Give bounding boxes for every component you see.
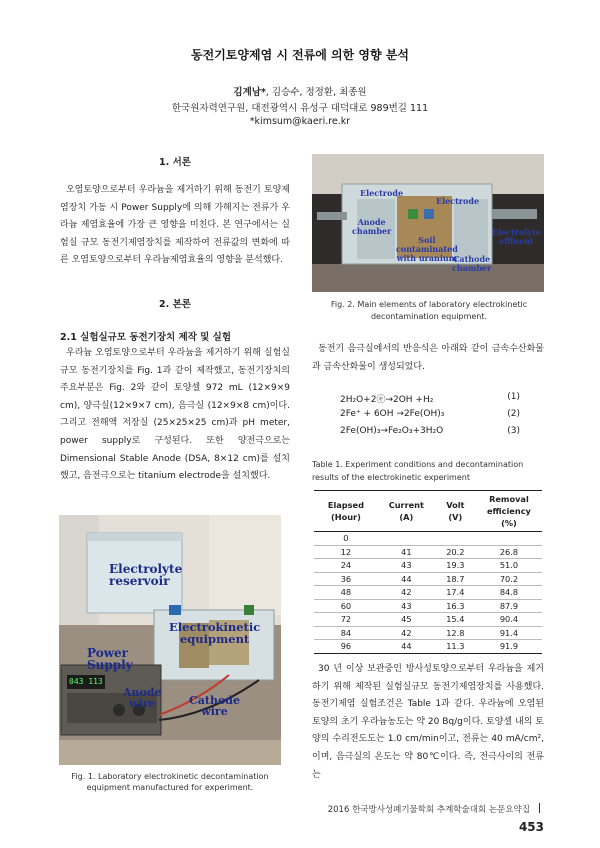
table1-header-volt: Volt (V)	[435, 491, 476, 532]
table-row: 60 43 16.3 87.9	[314, 599, 542, 613]
fig2-label-electrolyte-effluent: Electrolyte effluent	[492, 227, 541, 246]
lead-author: 김계남*	[233, 87, 266, 98]
table1-header-row	[314, 491, 542, 532]
fig2-photo	[312, 154, 544, 292]
footer-text: 2016 한국방사성폐기물학회 추계학술대회 논문요약집	[327, 805, 530, 815]
subsection-heading: 2.1 실험실규모 동전기장치 제작 및 실험	[60, 332, 232, 343]
body-heading: 2. 본론	[159, 299, 191, 310]
fig2-label-anode-chamber: Anode chamber	[352, 217, 392, 236]
fig2-label-electrode-left: Electrode	[360, 188, 404, 198]
fig1-label-cathode-wire: Cathode wire	[189, 694, 240, 718]
table-row: 0	[314, 532, 542, 546]
equation-2-number: (2)	[507, 409, 520, 419]
fig1-caption-line2: equipment manufactured for experiment.	[86, 783, 254, 792]
fig2-caption-line1: Fig. 2. Main elements of laboratory electrokinetic	[330, 300, 528, 309]
page-footer	[312, 797, 544, 834]
fig2-label-cathode-chamber: Cathode chamber	[452, 254, 492, 273]
fig2-label-electrode-right: Electrode	[436, 196, 480, 206]
equation-3-formula: 2Fe(OH)₃→Fe₂O₃+3H₂O	[340, 426, 444, 436]
coauthors: , 김승수, 정정환, 최종원	[265, 87, 367, 98]
table1-caption-line2: results of the electrokinetic experiment	[312, 473, 470, 482]
fig1-photo	[59, 515, 281, 765]
reaction-intro-text: 동전기 음극실에서의 반응식은 아래와 같이 금속수산화물과 금속산화물이 생성되었다.	[312, 344, 544, 372]
fig1-label-anode-wire: Anode wire	[123, 686, 162, 710]
fig2-caption-line2: decontamination equipment.	[370, 312, 488, 321]
equation-3-number: (3)	[507, 426, 520, 436]
fig2-label-soil: Soil contaminated with uranium	[396, 235, 458, 263]
paper-title: 동전기토양제염 시 전류에 의한 영향 분석	[191, 48, 409, 62]
table1-header-current: Current (A)	[378, 491, 435, 532]
fig1-label-equipment: Electrokinetic equipment	[169, 620, 261, 646]
fig1-label-reservoir: Electrolyte reservoir	[109, 562, 183, 588]
fig2-scene	[312, 154, 544, 292]
body-text: 우라늄 오염토양으로부터 우라늄을 제거하기 위해 실험실규모 동전기장치를 Fig. 1과 같이 제작했고, 동전기장치의 주요부분은 Fig. 2와 같이 토양셀 972 mL (12×9×9 cm), 양극실(12×9×7 cm), 음극실 (12×9×8 cm)이다. 그리고 전해액 저장실 (25×25×25 cm)과 pH meter, power supply로 구성된다. 또한 양전극으로는 Dimensional Stable Anode (DSA, 8×12 cm)를 설치했고, 음전극으로는 titanium electrode을 설치했다.	[60, 348, 290, 482]
intro-heading: 1. 서론	[159, 157, 191, 168]
author-line	[0, 84, 600, 98]
intro-text: 오염토양으로부터 우라늄을 제거하기 위해 동전기 토양제염장치 가동 시 Power Supply에 의해 가해지는 전류가 우라늄 제염효율에 가장 큰 영향을 미친다. 본 연구에서는 실험실 규모 동전기제염장치를 제작하여 전류값의 변화에 따른 오염토양으로부터 우라늄제염효율의 영향을 분석했다.	[60, 185, 290, 266]
fig1-caption-line1: Fig. 1. Laboratory electrokinetic decontamination	[71, 772, 269, 781]
equation-3	[340, 426, 520, 436]
table1-caption-line1: Table 1. Experiment conditions and decontamination	[312, 460, 524, 469]
table-row: 48 42 17.4 84.8	[314, 586, 542, 600]
fig1-label-power-supply: Power Supply	[87, 646, 133, 672]
equation-1	[340, 392, 520, 405]
table-row: 24 43 19.3 51.0	[314, 559, 542, 573]
equation-2-formula: 2Fe⁺ + 6OH →2Fe(OH)₃	[340, 409, 445, 419]
table-row: 84 42 12.8 91.4	[314, 626, 542, 640]
equation-1-formula: 2H₂O+2ⓔ→2OH +H₂	[340, 395, 434, 405]
experiment-text: 30 년 이상 보관중인 방사성토양으로부터 우라늄을 제거하기 위해 제작된 실험실규모 동전기제염장치를 사용했다. 동전기제염 실험조건은 Table 1과 같다. 우라늄에 오염된 토양의 초기 우라늄농도는 약 20 Bq/g이다. 토양셀 내의 토양의 수리전도도는 1.0 cm/min이고, 전류는 40 mA/cm², 이며, 음극실의 온도는 약 80℃이다. 즉, 전극사이의 전류는	[312, 664, 544, 780]
affiliation: 한국원자력연구원, 대전광역시 유성구 대덕대로 989번길 111	[171, 103, 429, 114]
table1-header-removal: Removal efficiency (%)	[476, 491, 542, 532]
table1-caption	[312, 458, 544, 484]
page-number: 453	[518, 820, 544, 834]
table-row: 12 41 20.2 26.8	[314, 545, 542, 559]
table-row: 36 44 18.7 70.2	[314, 572, 542, 586]
fig1-display-readout: 043 113	[69, 677, 103, 686]
table-row: 72 45 15.4 90.4	[314, 613, 542, 627]
table1-header-elapsed: Elapsed (Hour)	[314, 491, 378, 532]
equation-1-number: (1)	[507, 392, 520, 402]
email: *kimsum@kaeri.re.kr	[249, 116, 351, 127]
table1	[314, 490, 542, 654]
table-row: 96 44 11.3 91.9	[314, 640, 542, 654]
equation-2	[340, 409, 520, 419]
table1-grid	[314, 490, 542, 654]
footer-divider	[539, 803, 540, 813]
